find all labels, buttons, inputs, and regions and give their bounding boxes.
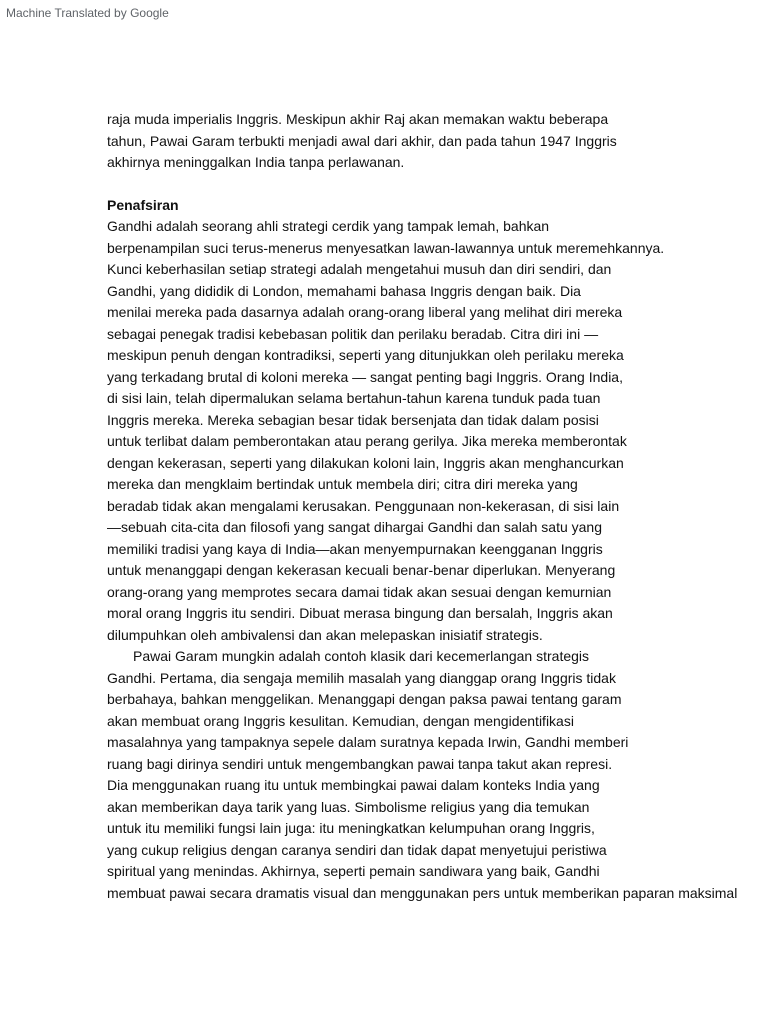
text-line: mereka dan mengklaim bertindak untuk membela diri; citra diri mereka yang — [107, 476, 578, 492]
text-line: dilumpuhkan oleh ambivalensi dan akan melepaskan inisiatif strategis. — [107, 626, 543, 643]
text-line: ruang bagi dirinya sendiri untuk mengembangkan pawai tanpa takut akan represi. — [107, 755, 613, 772]
text-line: tahun, Pawai Garam terbukti menjadi awal dari akhir, dan pada tahun 1947 Inggris — [107, 132, 617, 149]
text-line: menilai mereka pada dasarnya adalah orang-orang liberal yang melihat diri mereka — [107, 304, 623, 320]
text-line: spiritual yang menindas. Akhirnya, seperti pemain sandiwara yang baik, Gandhi — [107, 863, 600, 879]
intro-paragraph — [107, 109, 768, 174]
text-line: yang terkadang brutal di koloni mereka — sangat penting bagi Inggris. Orang India, — [107, 368, 623, 385]
text-line: akhirnya meninggalkan India tanpa perlawanan. — [107, 154, 405, 170]
text-line: untuk terlibat dalam pemberontakan atau perang gerilya. Jika mereka memberontak — [107, 433, 627, 449]
text-line: berbahaya, bahkan menggelikan. Menanggapi dengan paksa pawai tentang garam — [107, 691, 622, 707]
text-line: masalahnya yang tampaknya sepele dalam suratnya kepada Irwin, Gandhi memberi — [107, 734, 629, 750]
text-line: raja muda imperialis Inggris. Meskipun akhir Raj akan memakan waktu beberapa — [107, 111, 609, 127]
text-line: Gandhi adalah seorang ahli strategi cerdik yang tampak lemah, bahkan — [107, 218, 550, 234]
text-line: Gandhi, yang dididik di London, memahami bahasa Inggris dengan baik. Dia — [107, 282, 581, 299]
text-line: sebagai penegak tradisi kebebasan politik dan perilaku beradab. Citra diri ini — — [107, 325, 599, 342]
paragraph-interpretation-2 — [107, 646, 768, 904]
text-line: akan memberikan daya tarik yang luas. Simbolisme religius yang dia temukan — [107, 798, 590, 815]
text-line: —sebuah cita-cita dan filosofi yang sangat dihargai Gandhi dan salah satu yang — [107, 519, 602, 535]
text-line: yang cukup religius dengan caranya sendiri dan tidak dapat menyetujui peristiwa — [107, 841, 607, 858]
section-heading: Penafsiran — [107, 196, 179, 213]
text-line: Inggris mereka. Mereka sebagian besar tidak bersenjata dan tidak dalam posisi — [107, 411, 599, 428]
text-line: Gandhi. Pertama, dia sengaja memilih masalah yang dianggap orang Inggris tidak — [107, 669, 616, 686]
paragraph-spacer — [107, 174, 768, 195]
text-line: Kunci keberhasilan setiap strategi adalah mengetahui musuh dan diri sendiri, dan — [107, 261, 612, 277]
text-line: berpenampilan suci terus-menerus menyesatkan lawan-lawannya untuk meremehkannya. — [107, 239, 665, 256]
text-line: di sisi lain, telah dipermalukan selama bertahun-tahun karena tunduk pada tuan — [107, 390, 601, 406]
text-line: untuk itu memiliki fungsi lain juga: itu meningkatkan kelumpuhan orang Inggris, — [107, 820, 595, 836]
text-line: meskipun penuh dengan kontradiksi, seperti yang ditunjukkan oleh perilaku mereka — [107, 347, 624, 363]
paragraph-interpretation-1 — [107, 216, 768, 646]
text-line: Dia menggunakan ruang itu untuk membingkai pawai dalam konteks India yang — [107, 777, 600, 793]
text-line: memiliki tradisi yang kaya di India—akan menyempurnakan keengganan Inggris — [107, 540, 603, 557]
text-line: moral orang Inggris itu sendiri. Dibuat merasa bingung dan bersalah, Inggris akan — [107, 605, 613, 621]
text-line: akan membuat orang Inggris kesulitan. Kemudian, dengan mengidentifikasi — [107, 712, 574, 729]
text-line: beradab tidak akan mengalami kerusakan. Penggunaan non-kekerasan, di sisi lain — [107, 497, 620, 514]
machine-translation-label: Machine Translated by Google — [6, 6, 169, 20]
text-line: dengan kekerasan, seperti yang dilakukan koloni lain, Inggris akan menghancurkan — [107, 454, 624, 471]
text-line: orang-orang yang memprotes secara damai tidak akan sesuai dengan kemurnian — [107, 583, 612, 600]
text-line: membuat pawai secara dramatis visual dan menggunakan pers untuk memberikan paparan maksimal — [107, 884, 738, 901]
document-body — [107, 109, 768, 904]
text-line: untuk menanggapi dengan kekerasan kecuali benar-benar diperlukan. Menyerang — [107, 562, 616, 578]
text-line: Pawai Garam mungkin adalah contoh klasik dari kecemerlangan strategis — [133, 648, 590, 664]
